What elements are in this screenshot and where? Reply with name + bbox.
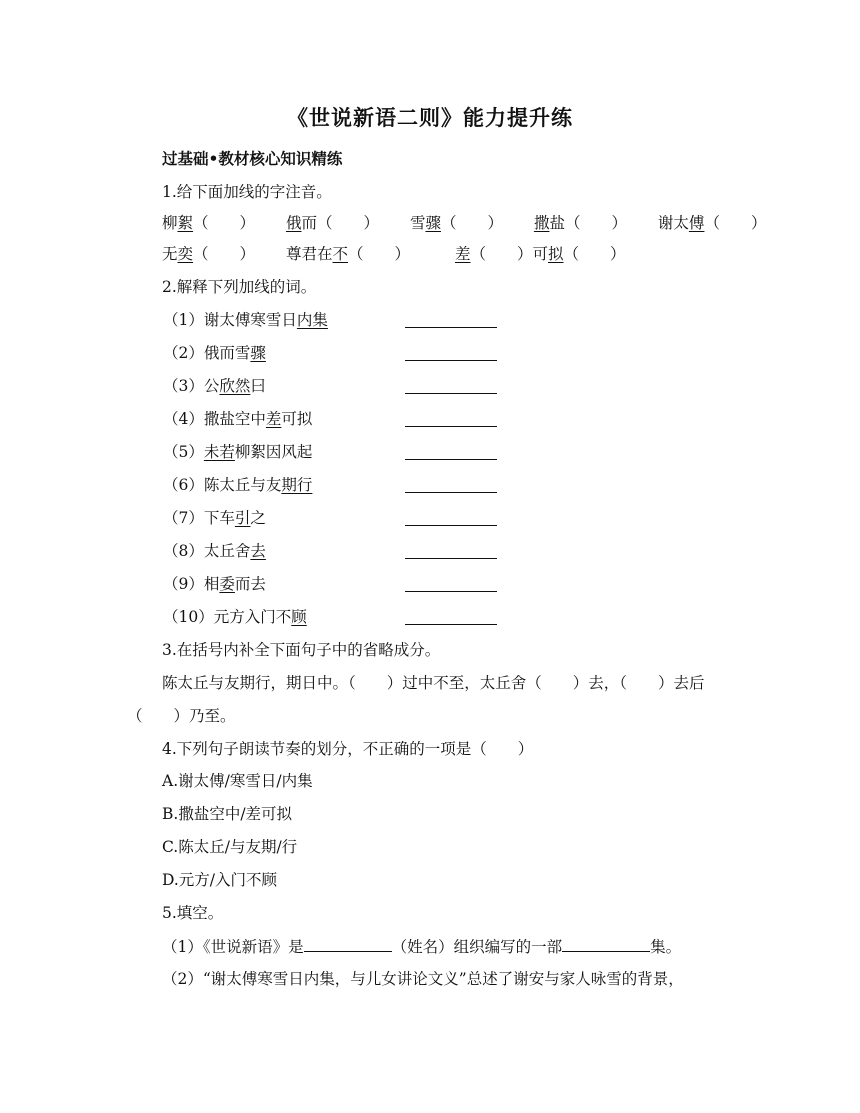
q2-item: （9）相委而去 [163,575,266,593]
q2-item: （1）谢太傅寒雪日内集 [163,311,328,329]
q1-row-1 [162,212,766,234]
q1-item: 俄而（ ） [285,214,380,232]
question-2-prompt: 2.解释下列加线的词。 [162,278,317,296]
q4-option-a[interactable]: A.谢太傅/寒雪日/内集 [162,772,313,790]
q3-passage-line-1: 陈太丘与友期行，期日中。（ ）过中不至，太丘舍（ ）去，（ ）去后 [162,674,705,692]
answer-blank[interactable] [562,935,650,952]
q1-item: 撒盐（ ） [533,214,627,232]
answer-blank[interactable] [405,606,497,625]
q1-item: 差（ ）可 [454,245,548,263]
q1-item: 尊君在不（ ） [285,245,411,263]
q5-item-2: （2）“谢太傅寒雪日内集，与儿女讲论文义”总述了谢安与家人咏雪的背景， [162,970,684,988]
q1-item: 无奕（ ） [162,245,256,263]
question-3-prompt: 3.在括号内补全下面句子中的省略成分。 [162,641,441,659]
q4-option-b[interactable]: B.撒盐空中/差可拟 [162,805,293,823]
page-title: 《世说新语二则》能力提升练 [287,106,573,130]
answer-blank[interactable] [405,573,497,592]
question-5-prompt: 5.填空。 [162,904,224,922]
question-4-prompt: 4.下列句子朗读节奏的划分，不正确的一项是（ ） [162,740,534,758]
q4-option-c[interactable]: C.陈太丘/与友期/行 [162,838,298,856]
answer-blank[interactable] [405,342,497,361]
answer-blank[interactable] [405,309,497,328]
q2-item: （7）下车引之 [163,509,266,527]
answer-blank[interactable] [405,441,497,460]
q2-item: （10）元方入门不顾 [163,608,307,626]
section-heading: 过基础•教材核心知识精练 [162,150,343,168]
answer-blank[interactable] [405,408,497,427]
question-1-prompt: 1.给下面加线的字注音。 [162,183,332,201]
q2-item: （2）俄而雪骤 [163,344,266,362]
answer-blank[interactable] [405,540,497,559]
q2-item: （4）撒盐空中差可拟 [163,410,313,428]
answer-blank[interactable] [405,507,497,526]
q1-item: 谢太傅（ ） [657,214,767,232]
q2-item: （8）太丘舍去 [163,542,266,560]
q1-item: 柳絮（ ） [162,214,256,232]
q5-item-1: （1）《世说新语》是 （姓名）组织编写的一部 集。 [162,935,681,958]
answer-blank[interactable] [304,935,392,952]
q1-item: 拟（ ） [548,245,626,263]
q3-passage-line-2: （ ）乃至。 [127,707,236,725]
q1-item: 雪骤（ ） [409,214,503,232]
q4-option-d[interactable]: D.元方/入门不顾 [162,871,278,889]
answer-blank[interactable] [405,375,497,394]
q2-item: （5）未若柳絮因风起 [163,443,313,461]
q2-item: （3）公欣然曰 [163,377,266,395]
answer-blank[interactable] [405,474,497,493]
q2-item: （6）陈太丘与友期行 [163,476,313,494]
q1-row-2 [162,243,626,265]
